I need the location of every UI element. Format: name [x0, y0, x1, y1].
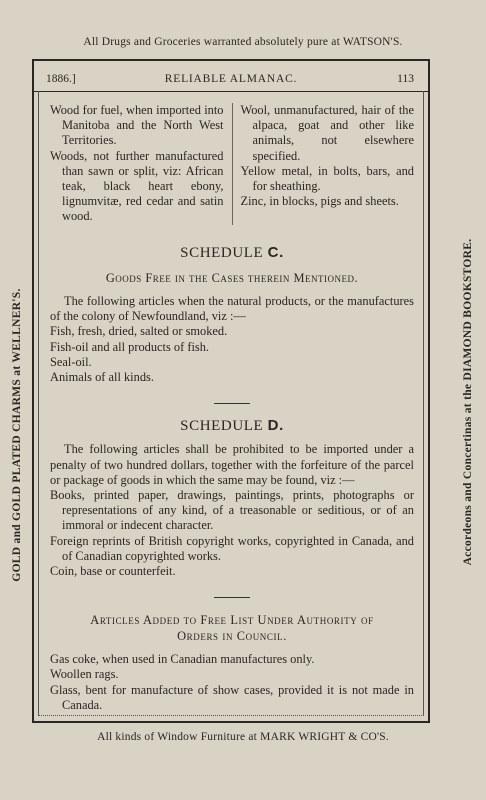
- section-divider: [214, 403, 250, 404]
- list-item: Zinc, in blocks, pigs and sheets.: [240, 194, 399, 209]
- schedule-c-heading: Goods Free in the Cases therein Mentioned.: [105, 270, 359, 285]
- schedule-d-letter: D.: [267, 417, 284, 435]
- header-year: 1886.]: [46, 73, 76, 85]
- schedule-d-title: [50, 418, 414, 434]
- right-advertisement-text: Accordeons and Concertinas at the DIAMOND BOOKSTORE.: [462, 238, 474, 566]
- list-item: Fish-oil and all products of fish.: [50, 339, 209, 354]
- right-margin-advertisement: [460, 212, 476, 592]
- list-item: Wool, unmanufactured, hair of the alpaca, goat and other like animals, not elsewhere specified.: [240, 103, 414, 163]
- top-advertisement: All Drugs and Groceries warranted absolutely pure at WATSON'S.: [83, 36, 403, 48]
- list-item: Seal-oil.: [50, 354, 92, 369]
- section-divider: [214, 597, 250, 598]
- schedule-d-title-prefix: SCHEDULE: [180, 418, 264, 435]
- page-body: [50, 103, 414, 713]
- right-column: [233, 103, 415, 225]
- left-advertisement-text: GOLD and GOLD PLATED CHARMS at WELLNER'S.: [11, 288, 23, 582]
- articles-added-heading-line2: Orders in Council.: [177, 629, 287, 644]
- schedule-c-intro: The following articles when the natural products, or the manufactures of the colony of Newfoundland, viz :—: [50, 294, 414, 324]
- page-number: 113: [397, 73, 414, 85]
- bottom-advertisement: All kinds of Window Furniture at MARK WRIGHT & CO'S.: [97, 731, 389, 743]
- list-item: Woods, not further manufactured than sawn or split, viz: African teak, black heart ebony, lignumvitæ, red cedar and satin wood.: [50, 148, 224, 224]
- two-column-list: [50, 103, 414, 225]
- list-item: Animals of all kinds.: [50, 370, 154, 385]
- list-item: Coin, base or counterfeit.: [50, 564, 176, 579]
- header-title: RELIABLE ALMANAC.: [164, 73, 298, 85]
- schedule-c-title-prefix: SCHEDULE: [180, 244, 264, 261]
- list-item: Wood for fuel, when imported into Manitoba and the North West Territories.: [50, 103, 224, 148]
- left-column: [50, 103, 233, 225]
- list-item: Foreign reprints of British copyright works, copyrighted in Canada, and of Canadian copyrighted works.: [50, 533, 414, 563]
- list-item: Woollen rags.: [50, 667, 119, 682]
- list-item: Fish, fresh, dried, salted or smoked.: [50, 324, 228, 339]
- schedule-c-title: [50, 245, 414, 261]
- list-item: Glass, bent for manufacture of show cases, provided it is not made in Canada.: [50, 682, 414, 712]
- schedule-d-intro: The following articles shall be prohibited to be imported under a penalty of two hundred dollars, together with the forfeiture of the parcel or package of goods in which the same may be found, viz :—: [50, 442, 414, 487]
- articles-added-heading-line1: Articles Added to Free List Under Authority of: [90, 613, 374, 628]
- articles-added-heading: [50, 612, 414, 644]
- schedule-c-letter: C.: [267, 243, 284, 261]
- page-frame: [32, 59, 430, 723]
- list-item: Yellow metal, in bolts, bars, and for sheathing.: [240, 163, 414, 194]
- list-item: Books, printed paper, drawings, paintings, prints, photographs or representations of any kind, of a treasonable or seditious, or of an immoral or indecent character.: [50, 488, 414, 533]
- list-item: Gas coke, when used in Canadian manufactures only.: [50, 652, 315, 667]
- left-margin-advertisement: [9, 290, 25, 580]
- running-header: [34, 61, 428, 92]
